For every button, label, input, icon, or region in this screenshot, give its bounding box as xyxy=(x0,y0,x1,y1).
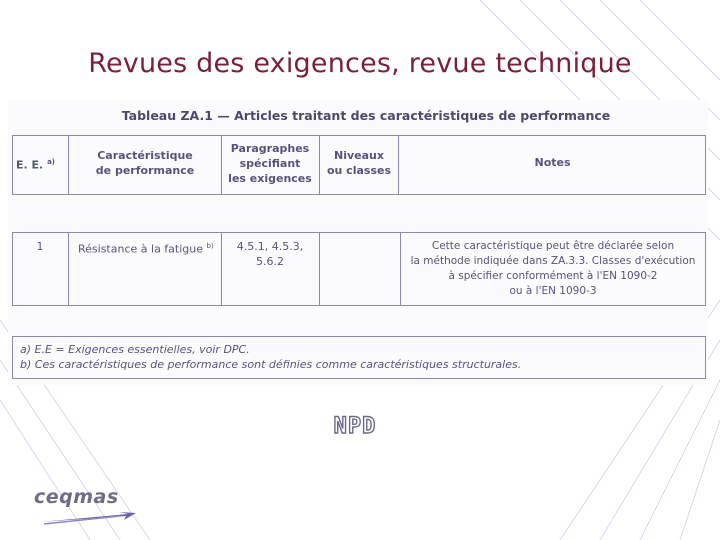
table-border xyxy=(705,336,706,379)
header-paragraphs-line: spécifiant xyxy=(239,157,301,170)
table-border xyxy=(12,135,13,195)
header-ee-label: E. E. xyxy=(16,158,44,172)
header-paragraphs-line: Paragraphes xyxy=(230,142,310,155)
table-border xyxy=(12,232,706,233)
table-border xyxy=(12,194,706,195)
header-levels xyxy=(320,148,398,178)
footnote-a: a) E.E = Exigences essentielles, voir DPC. xyxy=(20,343,250,356)
row-characteristic-label: Résistance à la fatigue xyxy=(78,242,204,256)
row-notes-line: à spécifier conformément à l'EN 1090-2 xyxy=(448,270,658,282)
header-notes: Notes xyxy=(534,156,571,169)
row-notes-line: ou à l'EN 1090-3 xyxy=(509,285,597,297)
table-border xyxy=(12,378,706,379)
table-border xyxy=(400,232,401,306)
row-characteristic xyxy=(78,239,214,257)
row-notes-line: la méthode indiquée dans ZA.3.3. Classes d'exécution xyxy=(410,255,696,267)
row-notes xyxy=(402,239,704,299)
header-ee-footnote-marker: a) xyxy=(47,158,55,166)
header-ee xyxy=(16,155,55,173)
npd-stamp: NPD xyxy=(333,414,377,439)
table-border xyxy=(12,305,706,306)
row-ee: 1 xyxy=(36,240,44,253)
table-border xyxy=(68,232,69,306)
header-characteristic-line: de performance xyxy=(95,164,195,177)
row-paragraphs-line: 5.6.2 xyxy=(256,255,284,268)
table-border xyxy=(705,232,706,306)
slide-title: Revues des exigences, revue technique xyxy=(88,48,632,79)
performance-table xyxy=(8,100,708,385)
table-border xyxy=(705,135,706,195)
table-caption: Tableau ZA.1 — Articles traitant des caractéristiques de performance xyxy=(121,108,611,123)
header-levels-line: Niveaux xyxy=(334,149,384,162)
row-notes-line: Cette caractéristique peut être déclarée selon xyxy=(431,240,675,252)
header-paragraphs xyxy=(222,141,318,186)
header-characteristic-line: Caractéristique xyxy=(97,149,193,162)
table-border xyxy=(12,135,706,136)
logo-arrow-icon xyxy=(40,510,136,526)
row-paragraphs-line: 4.5.1, 4.5.3, xyxy=(236,240,304,253)
ceqmas-logo xyxy=(30,486,140,526)
row-characteristic-footnote-marker: b) xyxy=(206,242,214,250)
table-border xyxy=(68,135,69,195)
header-paragraphs-line: les exigences xyxy=(228,172,312,185)
header-levels-line: ou classes xyxy=(326,164,392,177)
table-border xyxy=(319,232,320,306)
row-paragraphs xyxy=(222,239,318,269)
header-characteristic xyxy=(72,148,218,178)
footnote-b: b) Ces caractéristiques de performance sont définies comme caractéristiques structurales. xyxy=(20,358,522,371)
table-border xyxy=(12,336,13,379)
logo-text: ceqmas xyxy=(34,486,119,508)
table-border xyxy=(398,135,399,195)
table-border xyxy=(12,336,706,337)
